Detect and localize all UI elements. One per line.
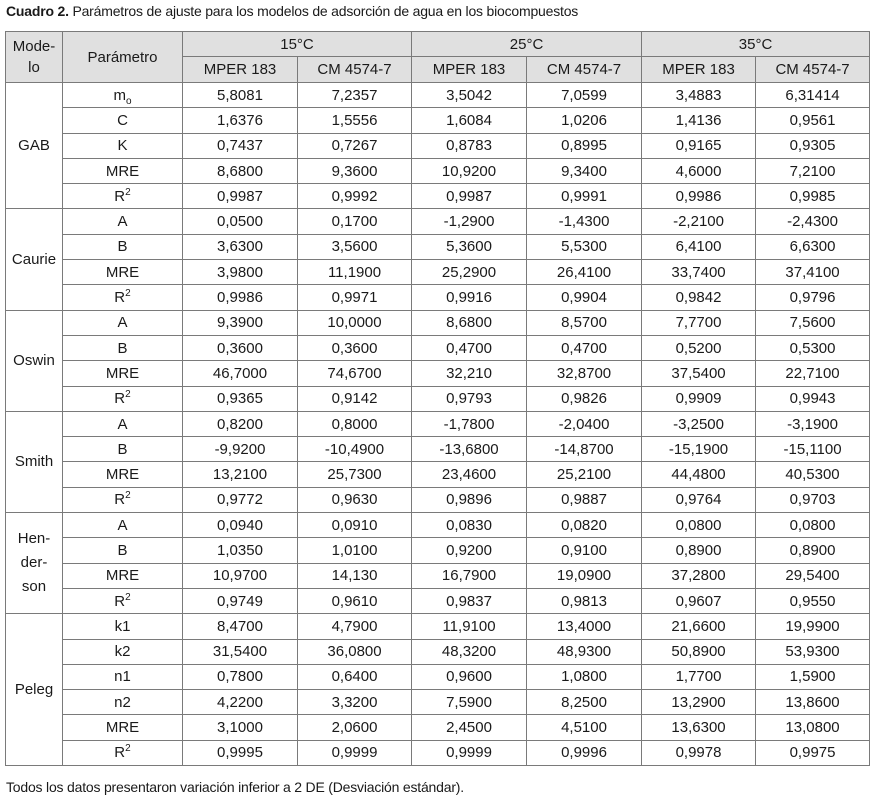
value-cell: -1,2900 xyxy=(412,209,527,234)
value-cell: 23,4600 xyxy=(412,462,527,487)
value-cell: 1,5556 xyxy=(298,108,412,133)
value-cell: 2,4500 xyxy=(412,715,527,740)
value-cell: 0,9142 xyxy=(298,386,412,411)
value-cell: 37,4100 xyxy=(756,260,870,285)
value-cell: -2,4300 xyxy=(756,209,870,234)
value-cell: 40,5300 xyxy=(756,462,870,487)
value-cell: 37,5400 xyxy=(642,361,756,386)
value-cell: -14,8700 xyxy=(527,437,642,462)
value-cell: 9,3900 xyxy=(183,310,298,335)
value-cell: 25,2900 xyxy=(412,260,527,285)
parameter-cell xyxy=(63,664,183,689)
parameter-superscript: 2 xyxy=(125,743,131,755)
value-cell: 0,8900 xyxy=(642,538,756,563)
value-cell: 48,3200 xyxy=(412,639,527,664)
value-cell: 2,0600 xyxy=(298,715,412,740)
value-cell: 0,0500 xyxy=(183,209,298,234)
model-name-line: Caurie xyxy=(11,250,57,268)
table-row xyxy=(6,462,870,487)
value-cell: 1,7700 xyxy=(642,664,756,689)
parameter-cell xyxy=(63,260,183,285)
value-cell: 36,0800 xyxy=(298,639,412,664)
parameter-cell xyxy=(63,411,183,436)
value-cell: 7,5900 xyxy=(412,690,527,715)
value-cell: -1,7800 xyxy=(412,411,527,436)
table-row xyxy=(6,411,870,436)
value-cell: -3,1900 xyxy=(756,411,870,436)
parameter-cell xyxy=(63,437,183,462)
parameter-label: A xyxy=(117,314,128,332)
value-cell: 10,9700 xyxy=(183,563,298,588)
value-cell: 19,9900 xyxy=(756,614,870,639)
table-row xyxy=(6,588,870,613)
value-cell: 10,0000 xyxy=(298,310,412,335)
value-cell: 0,9100 xyxy=(527,538,642,563)
value-cell: 37,2800 xyxy=(642,563,756,588)
table-row xyxy=(6,184,870,209)
value-cell: 0,9793 xyxy=(412,386,527,411)
value-cell: 13,2100 xyxy=(183,462,298,487)
model-name-line: Hen- xyxy=(17,530,51,548)
parameter-label: B xyxy=(117,339,128,357)
value-cell: 9,3600 xyxy=(298,158,412,183)
parameter-superscript: 2 xyxy=(125,591,131,603)
value-cell: 33,7400 xyxy=(642,260,756,285)
value-cell: -10,4900 xyxy=(298,437,412,462)
parameter-cell xyxy=(63,462,183,487)
value-cell: 25,2100 xyxy=(527,462,642,487)
value-cell: 13,0800 xyxy=(756,715,870,740)
model-name-cell xyxy=(6,310,63,411)
value-cell: 0,9999 xyxy=(412,740,527,765)
value-cell: 0,9943 xyxy=(756,386,870,411)
value-cell: 46,7000 xyxy=(183,361,298,386)
value-cell: 4,5100 xyxy=(527,715,642,740)
parameter-cell xyxy=(63,234,183,259)
value-cell: 8,4700 xyxy=(183,614,298,639)
parameter-label: C xyxy=(117,111,128,129)
model-name-cell xyxy=(6,614,63,766)
value-cell: 1,6084 xyxy=(412,108,527,133)
value-cell: 0,9995 xyxy=(183,740,298,765)
value-cell: 9,3400 xyxy=(527,158,642,183)
value-cell: 0,9305 xyxy=(756,133,870,158)
model-name-line: Peleg xyxy=(14,680,54,698)
table-row xyxy=(6,361,870,386)
parameter-superscript: 2 xyxy=(125,389,131,401)
parameter-label: m xyxy=(113,86,126,104)
value-cell: 0,9600 xyxy=(412,664,527,689)
header-temp-25: 25°C xyxy=(412,32,642,57)
table-row xyxy=(6,740,870,765)
value-cell: 7,2100 xyxy=(756,158,870,183)
value-cell: 0,6400 xyxy=(298,664,412,689)
value-cell: 0,9975 xyxy=(756,740,870,765)
value-cell: 0,7800 xyxy=(183,664,298,689)
value-cell: 0,9991 xyxy=(527,184,642,209)
table-row xyxy=(6,386,870,411)
parameter-label: k2 xyxy=(114,643,131,661)
parameter-superscript: 2 xyxy=(125,288,131,300)
value-cell: 0,5300 xyxy=(756,335,870,360)
table-row xyxy=(6,158,870,183)
value-cell: 8,2500 xyxy=(527,690,642,715)
table-row xyxy=(6,285,870,310)
table-row xyxy=(6,614,870,639)
value-cell: 0,8995 xyxy=(527,133,642,158)
parameter-label: R xyxy=(114,491,126,509)
parameter-cell xyxy=(63,209,183,234)
value-cell: 44,4800 xyxy=(642,462,756,487)
value-cell: 3,5600 xyxy=(298,234,412,259)
value-cell: 0,9764 xyxy=(642,487,756,512)
value-cell: -1,4300 xyxy=(527,209,642,234)
table-row xyxy=(6,664,870,689)
value-cell: 26,4100 xyxy=(527,260,642,285)
value-cell: 0,9749 xyxy=(183,588,298,613)
parameter-cell xyxy=(63,740,183,765)
header-temp-15: 15°C xyxy=(183,32,412,57)
header-model: Mode- lo xyxy=(6,32,63,83)
value-cell: 1,4136 xyxy=(642,108,756,133)
value-cell: 0,9772 xyxy=(183,487,298,512)
value-cell: 50,8900 xyxy=(642,639,756,664)
table-footnote: Todos los datos presentaron variación inferior a 2 DE (Desviación estándar). xyxy=(6,779,464,795)
value-cell: 0,9904 xyxy=(527,285,642,310)
parameter-label: MRE xyxy=(105,364,140,382)
value-cell: 0,9896 xyxy=(412,487,527,512)
model-name-cell xyxy=(6,513,63,614)
parameter-label: B xyxy=(117,238,128,256)
value-cell: 0,9887 xyxy=(527,487,642,512)
parameter-cell xyxy=(63,563,183,588)
value-cell: 19,0900 xyxy=(527,563,642,588)
value-cell: 0,9630 xyxy=(298,487,412,512)
value-cell: 13,4000 xyxy=(527,614,642,639)
value-cell: 0,9796 xyxy=(756,285,870,310)
value-cell: 0,9987 xyxy=(412,184,527,209)
value-cell: 0,0830 xyxy=(412,513,527,538)
model-name-line: son xyxy=(21,578,47,596)
value-cell: 1,0350 xyxy=(183,538,298,563)
value-cell: 0,7437 xyxy=(183,133,298,158)
parameter-cell xyxy=(63,715,183,740)
value-cell: -15,1100 xyxy=(756,437,870,462)
value-cell: 32,8700 xyxy=(527,361,642,386)
parameter-cell xyxy=(63,614,183,639)
table-row xyxy=(6,563,870,588)
value-cell: 8,5700 xyxy=(527,310,642,335)
parameter-label: R xyxy=(114,592,126,610)
parameter-label: A xyxy=(117,213,128,231)
value-cell: 31,5400 xyxy=(183,639,298,664)
value-cell: 0,9607 xyxy=(642,588,756,613)
parameter-label: B xyxy=(117,440,128,458)
value-cell: 0,9986 xyxy=(183,285,298,310)
value-cell: 5,5300 xyxy=(527,234,642,259)
value-cell: 0,9842 xyxy=(642,285,756,310)
value-cell: -3,2500 xyxy=(642,411,756,436)
value-cell: 3,1000 xyxy=(183,715,298,740)
value-cell: 1,6376 xyxy=(183,108,298,133)
parameter-label: MRE xyxy=(105,719,140,737)
value-cell: 5,8081 xyxy=(183,83,298,108)
value-cell: 0,0820 xyxy=(527,513,642,538)
parameter-label: MRE xyxy=(105,162,140,180)
value-cell: 1,5900 xyxy=(756,664,870,689)
value-cell: 25,7300 xyxy=(298,462,412,487)
value-cell: 0,5200 xyxy=(642,335,756,360)
value-cell: 7,0599 xyxy=(527,83,642,108)
value-cell: -9,9200 xyxy=(183,437,298,462)
header-sample: MPER 183 xyxy=(412,57,527,83)
header-sample: CM 4574-7 xyxy=(756,57,870,83)
value-cell: 21,6600 xyxy=(642,614,756,639)
table-row xyxy=(6,538,870,563)
caption-label: Cuadro 2. xyxy=(6,3,69,19)
value-cell: 0,9826 xyxy=(527,386,642,411)
value-cell: 53,9300 xyxy=(756,639,870,664)
value-cell: 7,5600 xyxy=(756,310,870,335)
value-cell: 3,6300 xyxy=(183,234,298,259)
value-cell: 0,9978 xyxy=(642,740,756,765)
value-cell: 22,7100 xyxy=(756,361,870,386)
parameter-cell xyxy=(63,639,183,664)
model-name-cell xyxy=(6,83,63,209)
parameter-label: K xyxy=(117,137,128,155)
value-cell: 6,31414 xyxy=(756,83,870,108)
parameter-superscript: 2 xyxy=(125,490,131,502)
value-cell: -13,6800 xyxy=(412,437,527,462)
table-row xyxy=(6,209,870,234)
value-cell: 29,5400 xyxy=(756,563,870,588)
value-cell: 0,9999 xyxy=(298,740,412,765)
parameter-label: R xyxy=(114,390,126,408)
parameter-cell xyxy=(63,184,183,209)
table-row xyxy=(6,260,870,285)
value-cell: -15,1900 xyxy=(642,437,756,462)
value-cell: 6,4100 xyxy=(642,234,756,259)
model-name-cell xyxy=(6,209,63,310)
value-cell: 16,7900 xyxy=(412,563,527,588)
value-cell: 1,0206 xyxy=(527,108,642,133)
value-cell: 8,6800 xyxy=(412,310,527,335)
parameter-cell xyxy=(63,538,183,563)
value-cell: 32,210 xyxy=(412,361,527,386)
value-cell: 4,7900 xyxy=(298,614,412,639)
value-cell: 0,9550 xyxy=(756,588,870,613)
parameter-label: MRE xyxy=(105,466,140,484)
value-cell: 0,0910 xyxy=(298,513,412,538)
value-cell: 4,2200 xyxy=(183,690,298,715)
parameter-cell xyxy=(63,690,183,715)
parameter-label: R xyxy=(114,744,126,762)
value-cell: 0,8783 xyxy=(412,133,527,158)
value-cell: 0,9703 xyxy=(756,487,870,512)
table-row xyxy=(6,690,870,715)
value-cell: 0,9561 xyxy=(756,108,870,133)
value-cell: 5,3600 xyxy=(412,234,527,259)
value-cell: 0,9986 xyxy=(642,184,756,209)
parameter-cell xyxy=(63,133,183,158)
table-row xyxy=(6,133,870,158)
value-cell: 0,9200 xyxy=(412,538,527,563)
value-cell: 6,6300 xyxy=(756,234,870,259)
value-cell: 0,9987 xyxy=(183,184,298,209)
table-row xyxy=(6,437,870,462)
value-cell: 74,6700 xyxy=(298,361,412,386)
value-cell: 1,0800 xyxy=(527,664,642,689)
parameter-label: n1 xyxy=(114,668,131,686)
model-name-line: Oswin xyxy=(13,351,55,369)
value-cell: 7,2357 xyxy=(298,83,412,108)
value-cell: 0,0940 xyxy=(183,513,298,538)
parameter-cell xyxy=(63,335,183,360)
header-sample: CM 4574-7 xyxy=(298,57,412,83)
header-sample: CM 4574-7 xyxy=(527,57,642,83)
value-cell: 13,6300 xyxy=(642,715,756,740)
table-body xyxy=(6,83,870,766)
value-cell: 0,8200 xyxy=(183,411,298,436)
value-cell: 0,9813 xyxy=(527,588,642,613)
parameter-superscript: 2 xyxy=(125,186,131,198)
parameter-label: R xyxy=(114,289,126,307)
parameter-label: R xyxy=(114,187,126,205)
value-cell: 1,0100 xyxy=(298,538,412,563)
value-cell: 0,8000 xyxy=(298,411,412,436)
table-row xyxy=(6,310,870,335)
header-temp-35: 35°C xyxy=(642,32,870,57)
parameter-cell xyxy=(63,83,183,108)
parameter-label: B xyxy=(117,541,128,559)
table-row xyxy=(6,108,870,133)
model-name-line: Smith xyxy=(14,452,54,470)
value-cell: 3,5042 xyxy=(412,83,527,108)
value-cell: 0,9985 xyxy=(756,184,870,209)
parameter-cell xyxy=(63,108,183,133)
value-cell: 13,2900 xyxy=(642,690,756,715)
value-cell: 48,9300 xyxy=(527,639,642,664)
parameter-cell xyxy=(63,285,183,310)
parameter-cell xyxy=(63,361,183,386)
parameter-cell xyxy=(63,386,183,411)
parameter-cell xyxy=(63,310,183,335)
value-cell: 0,3600 xyxy=(298,335,412,360)
value-cell: 0,1700 xyxy=(298,209,412,234)
header-sample: MPER 183 xyxy=(183,57,298,83)
value-cell: 0,4700 xyxy=(412,335,527,360)
value-cell: 0,9909 xyxy=(642,386,756,411)
parameter-label: MRE xyxy=(105,567,140,585)
table-row xyxy=(6,234,870,259)
parameter-label: MRE xyxy=(105,263,140,281)
parameter-cell xyxy=(63,158,183,183)
value-cell: 11,9100 xyxy=(412,614,527,639)
value-cell: 11,1900 xyxy=(298,260,412,285)
table-row xyxy=(6,639,870,664)
table-row xyxy=(6,83,870,108)
parameter-label: k1 xyxy=(114,617,131,635)
table-row xyxy=(6,487,870,512)
caption-text: Parámetros de ajuste para los modelos de adsorción de agua en los biocompuestos xyxy=(68,3,579,19)
table-row xyxy=(6,715,870,740)
parameter-cell xyxy=(63,487,183,512)
value-cell: 3,4883 xyxy=(642,83,756,108)
parameter-label: n2 xyxy=(114,693,131,711)
model-name-line: der- xyxy=(20,554,48,572)
parameters-table xyxy=(5,31,870,766)
table-row xyxy=(6,513,870,538)
value-cell: 0,9610 xyxy=(298,588,412,613)
value-cell: 3,9800 xyxy=(183,260,298,285)
value-cell: 13,8600 xyxy=(756,690,870,715)
value-cell: 4,6000 xyxy=(642,158,756,183)
value-cell: 7,7700 xyxy=(642,310,756,335)
parameter-subscript: o xyxy=(125,95,132,107)
value-cell: 3,3200 xyxy=(298,690,412,715)
value-cell: 0,9916 xyxy=(412,285,527,310)
value-cell: 0,9837 xyxy=(412,588,527,613)
value-cell: 0,9165 xyxy=(642,133,756,158)
value-cell: 10,9200 xyxy=(412,158,527,183)
table-caption xyxy=(6,2,578,20)
header-sample: MPER 183 xyxy=(642,57,756,83)
model-name-cell xyxy=(6,411,63,512)
value-cell: 0,0800 xyxy=(756,513,870,538)
parameter-label: A xyxy=(117,516,128,534)
value-cell: 0,9992 xyxy=(298,184,412,209)
value-cell: 0,9971 xyxy=(298,285,412,310)
value-cell: 0,4700 xyxy=(527,335,642,360)
value-cell: 0,0800 xyxy=(642,513,756,538)
value-cell: -2,0400 xyxy=(527,411,642,436)
value-cell: 0,8900 xyxy=(756,538,870,563)
table-row xyxy=(6,335,870,360)
value-cell: 8,6800 xyxy=(183,158,298,183)
parameter-cell xyxy=(63,588,183,613)
parameter-cell xyxy=(63,513,183,538)
value-cell: 0,7267 xyxy=(298,133,412,158)
header-parameter: Parámetro xyxy=(63,32,183,83)
value-cell: -2,2100 xyxy=(642,209,756,234)
model-name-line: GAB xyxy=(18,136,50,154)
value-cell: 0,9365 xyxy=(183,386,298,411)
parameter-label: A xyxy=(117,415,128,433)
value-cell: 0,3600 xyxy=(183,335,298,360)
value-cell: 14,130 xyxy=(298,563,412,588)
value-cell: 0,9996 xyxy=(527,740,642,765)
